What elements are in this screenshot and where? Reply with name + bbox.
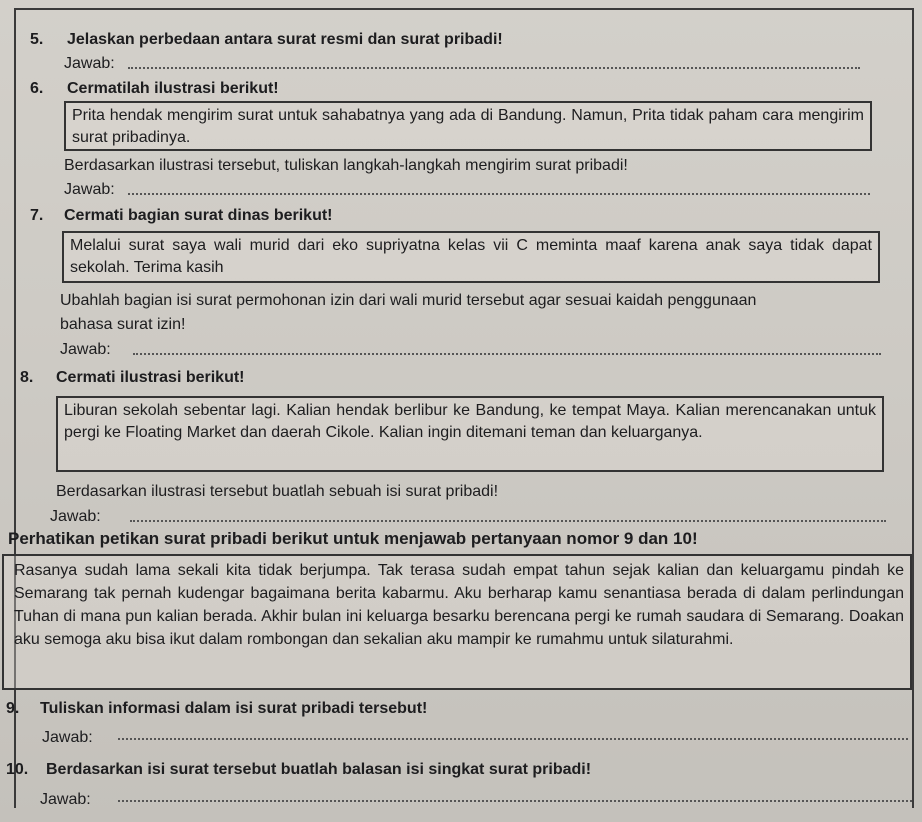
q6-answer-label: Jawab: bbox=[64, 181, 115, 198]
q10-question: Berdasarkan isi surat tersebut buatlah balasan isi singkat surat pribadi! bbox=[46, 761, 592, 778]
q8-number: 8. bbox=[20, 369, 34, 386]
q8-illustration-box bbox=[56, 396, 884, 472]
q8-answer-line[interactable] bbox=[130, 520, 886, 522]
q7-answer-line[interactable] bbox=[133, 353, 881, 355]
section-heading: Perhatikan petikan surat pribadi berikut untuk menjawab pertanyaan nomor 9 dan 10! bbox=[8, 529, 698, 548]
q7-letter-excerpt-box bbox=[62, 231, 880, 283]
q6-instruction: Berdasarkan ilustrasi tersebut, tuliskan langkah-langkah mengirim surat pribadi! bbox=[64, 157, 628, 174]
q9-answer-label: Jawab: bbox=[42, 729, 93, 746]
q7-instruction-line2: bahasa surat izin! bbox=[60, 316, 186, 333]
q6-question: Cermatilah ilustrasi berikut! bbox=[67, 80, 279, 97]
q5-number: 5. bbox=[30, 31, 44, 48]
q8-instruction: Berdasarkan ilustrasi tersebut buatlah sebuah isi surat pribadi! bbox=[56, 483, 499, 500]
q5-answer-label: Jawab: bbox=[64, 55, 115, 72]
q5-answer-line[interactable] bbox=[128, 67, 860, 69]
q9-answer-line[interactable] bbox=[118, 738, 908, 740]
q6-answer-line[interactable] bbox=[128, 193, 870, 195]
q10-answer-line[interactable] bbox=[118, 800, 912, 802]
q7-instruction-line1: Ubahlah bagian isi surat permohonan izin dari wali murid tersebut agar sesuai kaidah penggunaan bbox=[60, 292, 757, 309]
q10-number: 10. bbox=[6, 761, 29, 778]
q7-number: 7. bbox=[30, 207, 44, 224]
q9-question: Tuliskan informasi dalam isi surat pribadi tersebut! bbox=[40, 700, 428, 717]
q10-answer-label: Jawab: bbox=[40, 791, 91, 808]
q5-question: Jelaskan perbedaan antara surat resmi dan surat pribadi! bbox=[67, 31, 503, 48]
q7-letter-excerpt-text: Melalui surat saya wali murid dari eko supriyatna kelas vii C meminta maaf karena anak saya tidak dapat sekolah. Terima kasih bbox=[70, 237, 872, 276]
q7-answer-label: Jawab: bbox=[60, 341, 111, 358]
q8-illustration-text: Liburan sekolah sebentar lagi. Kalian hendak berlibur ke Bandung, ke tempat Maya. Kalian merencanakan untuk pergi ke Floating Market dan daerah Cikole. Kalian ingin ditemani teman dan keluarganya. bbox=[64, 402, 876, 441]
q6-number: 6. bbox=[30, 80, 44, 97]
q6-illustration-box bbox=[64, 101, 872, 151]
letter-excerpt-text: Rasanya sudah lama sekali kita tidak berjumpa. Tak terasa sudah empat tahun sejak kalian dan keluargamu pindah ke Semarang tak pernah kudengar bagaimana berita kabarmu. Aku berharap kamu senantiasa berada di dalam perlindungan Tuhan di mana pun kalian berada. Akhir bulan ini keluarga besarku berencana pergi ke rumah saudara di Semarang. Doakan aku semoga aku bisa ikut dalam rombongan dan sekalian aku mampir ke rumahmu untuk silaturahmi. bbox=[14, 562, 904, 648]
q9-number: 9. bbox=[6, 700, 20, 717]
q6-illustration-text: Prita hendak mengirim surat untuk sahabatnya yang ada di Bandung. Namun, Prita tidak paham cara mengirim surat pribadinya. bbox=[72, 107, 864, 146]
q7-question: Cermati bagian surat dinas berikut! bbox=[64, 207, 333, 224]
q8-answer-label: Jawab: bbox=[50, 508, 101, 525]
letter-excerpt-box bbox=[2, 554, 912, 690]
q8-question: Cermati ilustrasi berikut! bbox=[56, 369, 245, 386]
